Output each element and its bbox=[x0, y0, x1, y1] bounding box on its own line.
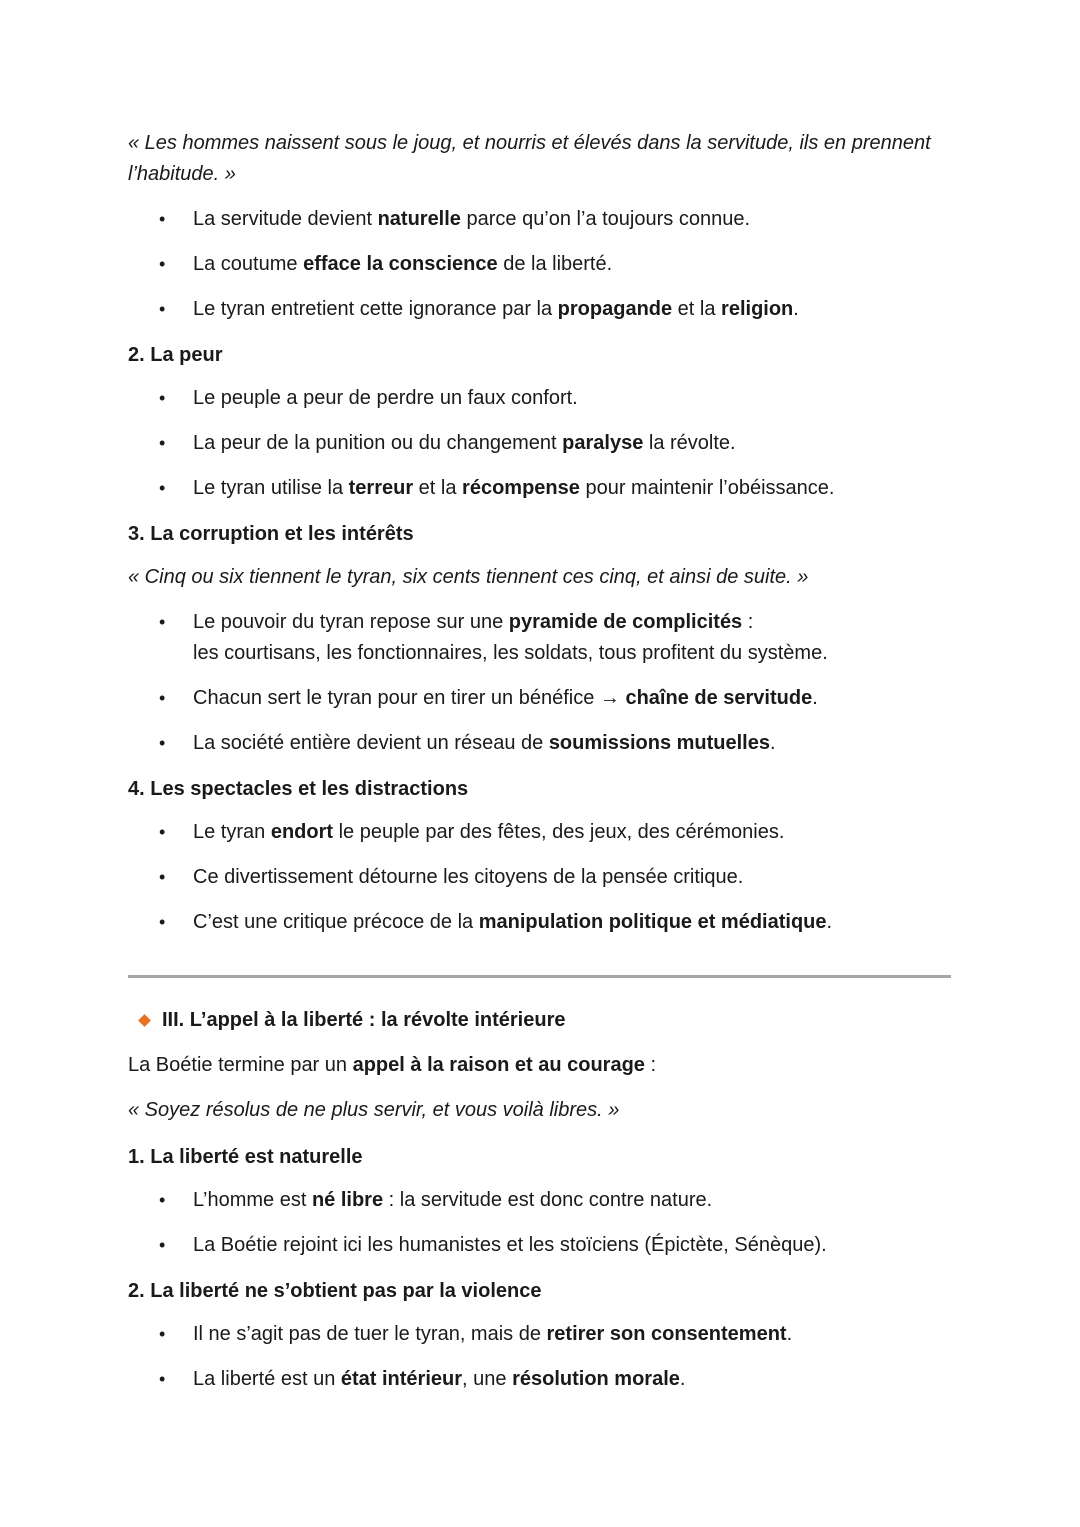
bullet-icon: • bbox=[159, 1235, 166, 1255]
bullet-icon: • bbox=[159, 867, 166, 887]
list-habitude bbox=[128, 204, 952, 325]
heading-corruption: 3. La corruption et les intérêts bbox=[128, 523, 414, 545]
bullet-icon: • bbox=[159, 254, 166, 274]
list-item: • Chacun sert le tyran pour en tirer un bénéfice → chaîne de servitude. bbox=[128, 683, 952, 714]
list-corruption bbox=[128, 607, 952, 759]
list-item: • C’est une critique précoce de la manipulation politique et médiatique. bbox=[128, 907, 952, 938]
horizontal-divider bbox=[128, 975, 951, 978]
intro-paragraph: La Boétie termine par un appel à la raison et au courage : bbox=[128, 1054, 657, 1076]
list-item: • Il ne s’agit pas de tuer le tyran, mais de retirer son consentement. bbox=[128, 1319, 952, 1350]
bullet-icon: • bbox=[159, 1190, 166, 1210]
quote-cinq-ou-six: « Cinq ou six tiennent le tyran, six cents tiennent ces cinq, et ainsi de suite. » bbox=[128, 566, 809, 588]
bullet-icon: • bbox=[159, 299, 166, 319]
list-item: • La Boétie rejoint ici les humanistes et les stoïciens (Épictète, Sénèque). bbox=[128, 1230, 952, 1261]
heading-liberte-naturelle: 1. La liberté est naturelle bbox=[128, 1146, 363, 1168]
bullet-icon: • bbox=[159, 433, 166, 453]
section-title-appel-liberte: III. L’appel à la liberté : la révolte intérieure bbox=[128, 1006, 952, 1034]
bullet-icon: • bbox=[159, 912, 166, 932]
list-item: • Le tyran utilise la terreur et la récompense pour maintenir l’obéissance. bbox=[128, 473, 952, 504]
list-spectacles bbox=[128, 817, 952, 938]
list-item: • Le peuple a peur de perdre un faux confort. bbox=[128, 383, 952, 414]
list-item: • La servitude devient naturelle parce qu’on l’a toujours connue. bbox=[128, 204, 952, 235]
list-item: • La coutume efface la conscience de la liberté. bbox=[128, 249, 952, 280]
list-item: • La peur de la punition ou du changement paralyse la révolte. bbox=[128, 428, 952, 459]
bullet-icon: • bbox=[159, 612, 166, 632]
bullet-icon: • bbox=[159, 733, 166, 753]
list-violence bbox=[128, 1319, 952, 1395]
list-item: • Le tyran endort le peuple par des fêtes, des jeux, des cérémonies. bbox=[128, 817, 952, 848]
bullet-icon: • bbox=[159, 478, 166, 498]
list-item: • La société entière devient un réseau de soumissions mutuelles. bbox=[128, 728, 952, 759]
heading-spectacles: 4. Les spectacles et les distractions bbox=[128, 778, 469, 800]
heading-peur: 2. La peur bbox=[128, 344, 223, 366]
bullet-icon: • bbox=[159, 209, 166, 229]
list-item: • La liberté est un état intérieur, une résolution morale. bbox=[128, 1364, 952, 1395]
bullet-icon: • bbox=[159, 688, 166, 708]
bullet-icon: • bbox=[159, 1369, 166, 1389]
quote-servitude-habitude: « Les hommes naissent sous le joug, et nourris et élevés dans la servitude, ils en prennent l’habitude. » bbox=[128, 132, 931, 185]
list-item: • L’homme est né libre : la servitude est donc contre nature. bbox=[128, 1185, 952, 1216]
diamond-icon bbox=[138, 1014, 151, 1027]
quote-soyez-resolus: « Soyez résolus de ne plus servir, et vous voilà libres. » bbox=[128, 1099, 620, 1121]
list-peur bbox=[128, 383, 952, 504]
list-item: • Le pouvoir du tyran repose sur une pyramide de complicités : les courtisans, les fonctionnaires, les soldats, tous profitent du système. bbox=[128, 607, 952, 669]
bullet-icon: • bbox=[159, 822, 166, 842]
list-liberte-naturelle bbox=[128, 1185, 952, 1261]
list-item: • Ce divertissement détourne les citoyens de la pensée critique. bbox=[128, 862, 952, 893]
bullet-icon: • bbox=[159, 388, 166, 408]
heading-violence: 2. La liberté ne s’obtient pas par la violence bbox=[128, 1280, 542, 1302]
list-item: • Le tyran entretient cette ignorance par la propagande et la religion. bbox=[128, 294, 952, 325]
bullet-icon: • bbox=[159, 1324, 166, 1344]
